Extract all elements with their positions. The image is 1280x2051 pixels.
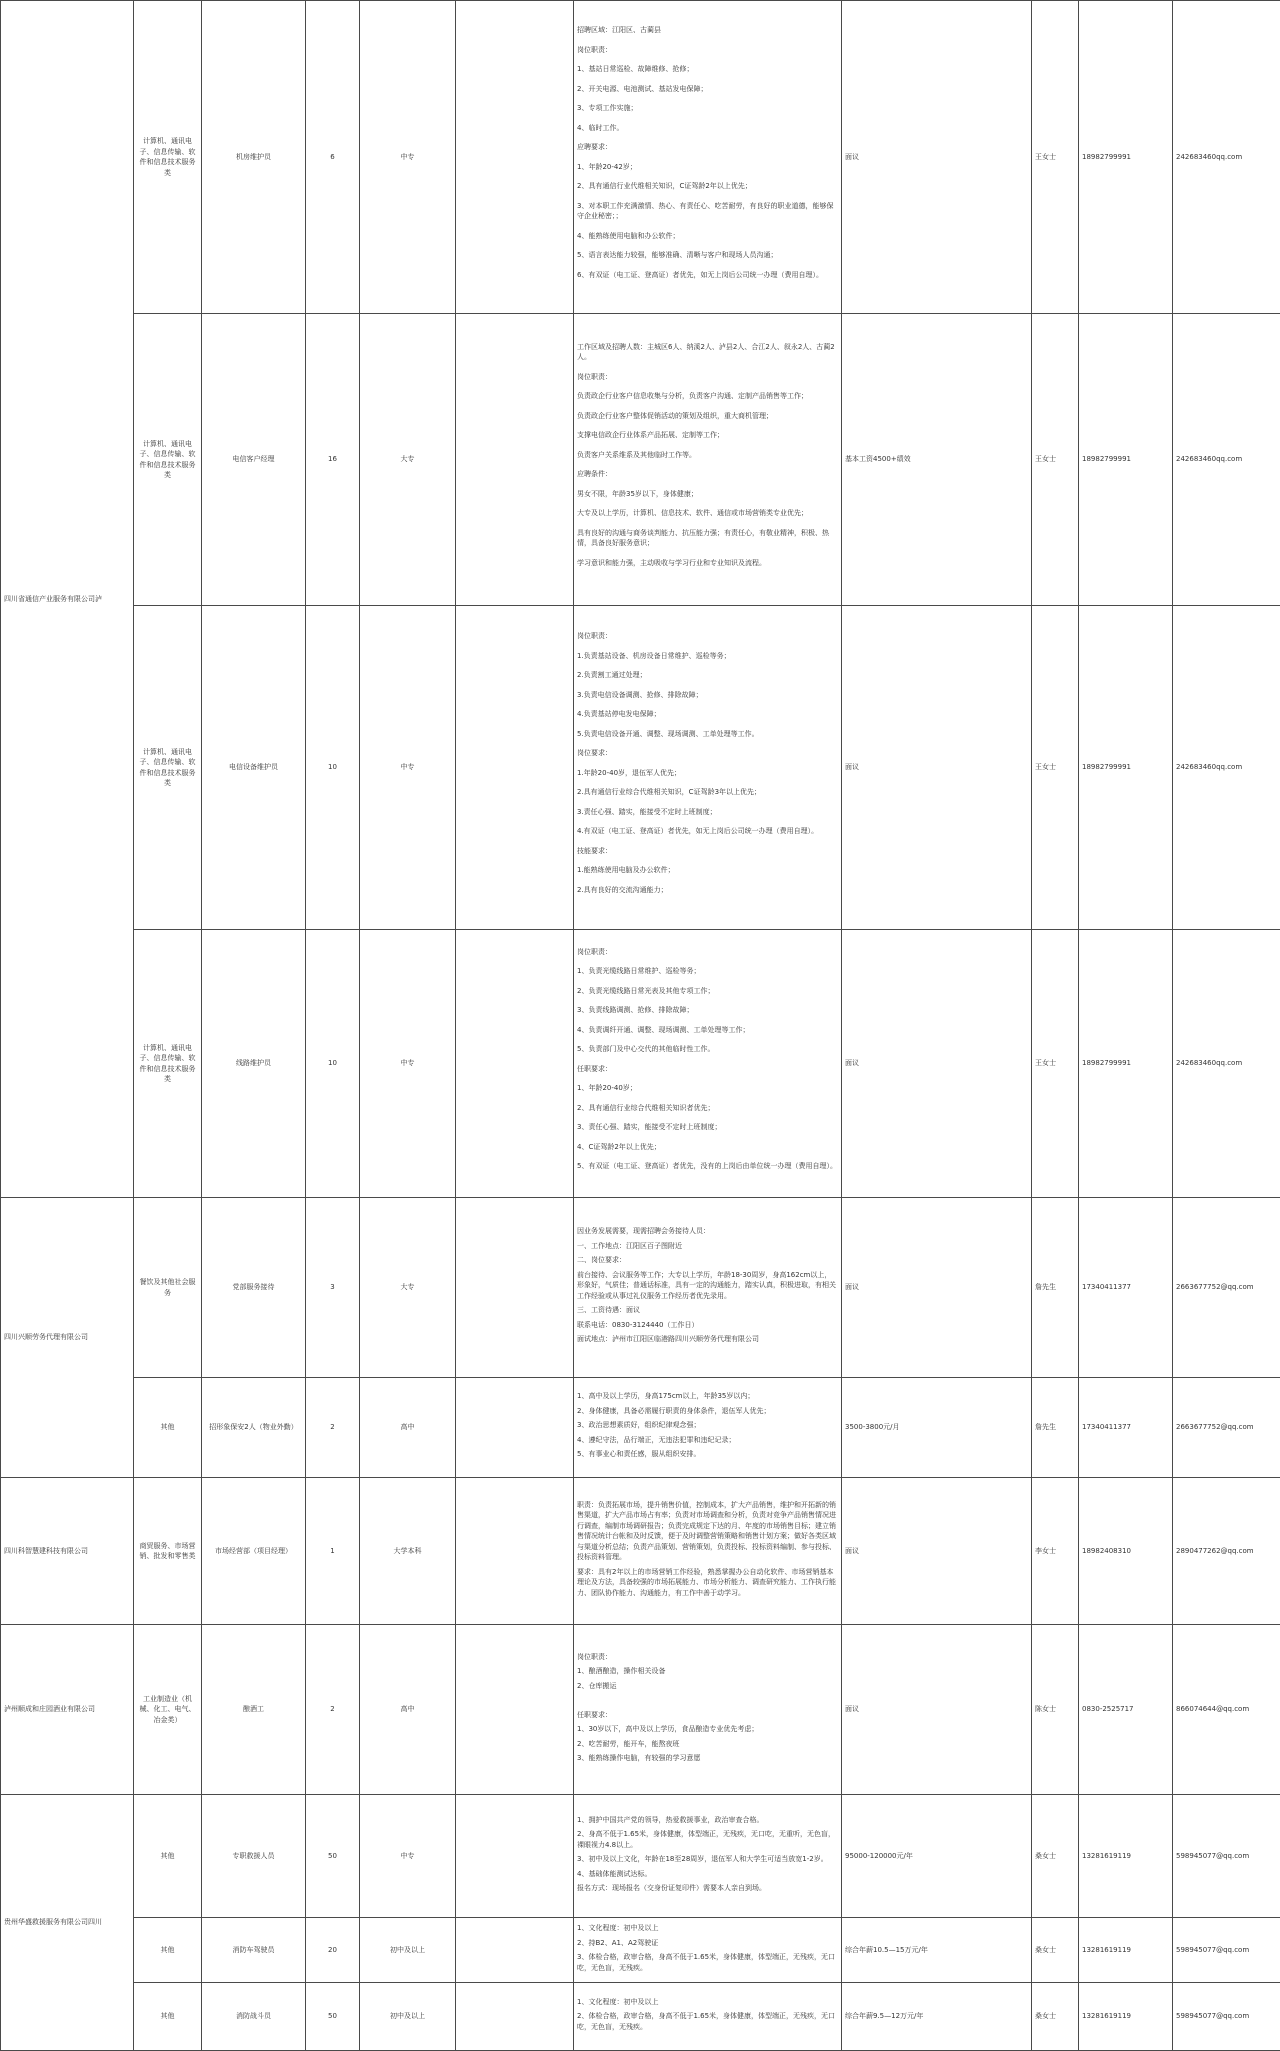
description-line: 支撑电信政企行业体系产品拓展、定制等工作； xyxy=(577,430,838,441)
hiring-count: 20 xyxy=(306,1918,360,1983)
education-requirement: 中专 xyxy=(360,1,456,314)
salary: 综合年薪10.5—15万元/年 xyxy=(842,1918,1032,1983)
contact-email: 2663677752@qq.com xyxy=(1173,1378,1280,1478)
job-description xyxy=(574,1918,842,1983)
industry-category: 其他 xyxy=(134,1795,202,1918)
description-line: 5、有事业心和责任感，服从组织安排。 xyxy=(577,1449,838,1460)
industry-category: 计算机、通讯电子、信息传输、软件和信息技术服务类 xyxy=(134,314,202,606)
education-requirement: 初中及以上 xyxy=(360,1983,456,2051)
job-description xyxy=(574,314,842,606)
contact-email: 242683460qq.com xyxy=(1173,1,1280,314)
contact-phone: 13281619119 xyxy=(1079,1795,1173,1918)
industry-category: 其他 xyxy=(134,1918,202,1983)
description-line: 5、有双证（电工证、登高证）者优先，没有的上岗后由单位统一办理（费用自理）。 xyxy=(577,1161,838,1172)
contact-phone: 18982799991 xyxy=(1079,606,1173,930)
description-line: 二、岗位要求： xyxy=(577,1255,838,1266)
table-row xyxy=(1,1478,1280,1625)
industry-category: 商贸服务、市场营销、批发和零售类 xyxy=(134,1478,202,1625)
description-line: 1.年龄20-40岁，退伍军人优先； xyxy=(577,768,838,779)
table-row xyxy=(1,1918,1280,1983)
contact-phone: 18982799991 xyxy=(1079,314,1173,606)
blank-cell xyxy=(456,606,574,930)
salary: 面议 xyxy=(842,1625,1032,1795)
description-line: 负责政企行业客户整体促销活动的策划及组织，重大商机管理； xyxy=(577,411,838,422)
description-line: 2.负责割工通过处理； xyxy=(577,670,838,681)
contact-phone: 17340411377 xyxy=(1079,1198,1173,1378)
description-line: 2.具有良好的交流沟通能力； xyxy=(577,885,838,896)
blank-cell xyxy=(456,1378,574,1478)
description-line: 负责政企行业客户信息收集与分析，负责客户沟通、定制产品销售等工作； xyxy=(577,391,838,402)
description-line: 应聘要求： xyxy=(577,142,838,153)
table-body xyxy=(1,1,1280,2051)
salary: 面议 xyxy=(842,1,1032,314)
job-description xyxy=(574,1983,842,2051)
job-description xyxy=(574,1,842,314)
description-line: 任职要求： xyxy=(577,1710,838,1721)
company-name: 贵州华盛救援服务有限公司四川 xyxy=(1,1795,134,2051)
description-line: 职责：负责拓展市场，提升销售价值，控制成本，扩大产品销售，维护和开拓新的销售渠道，扩大产品市场占有率；负责对市场调查和分析，负责对竞争产品销售情况进行调查，编制市场调研报告；负责完成规定下达的月、年度的市场销售目标；建立销售情况统计台帐和及时反馈，便于及时调整营销策略和销售计划方案；做好各类区域与渠道分析总结；负责产品策划、营销策划，负责投标、投标资料编制、参与投标、投标资料管理。 xyxy=(577,1500,838,1563)
contact-phone: 13281619119 xyxy=(1079,1918,1173,1983)
description-line: 3、体检合格，政审合格，身高不低于1.65米，身体健康，体型端正，无残疾，无口吃，无色盲，无残疾。 xyxy=(577,1952,838,1973)
description-line: 因业务发展需要，现需招聘会务接待人员： xyxy=(577,1226,838,1237)
description-line: 2、具有通信行业综合代维相关知识者优先； xyxy=(577,1103,838,1114)
education-requirement: 初中及以上 xyxy=(360,1918,456,1983)
education-requirement: 大专 xyxy=(360,314,456,606)
job-description xyxy=(574,1795,842,1918)
description-line: 4.负责基站停电发电保障； xyxy=(577,709,838,720)
position-title: 消防战斗员 xyxy=(202,1983,306,2051)
description-line: 3、责任心强、踏实，能接受不定时上班制度； xyxy=(577,1122,838,1133)
description-line: 负责客户关系维系及其他临时工作等。 xyxy=(577,450,838,461)
description-line: 3、能熟练操作电脑，有较强的学习意愿 xyxy=(577,1753,838,1764)
education-requirement: 大学本科 xyxy=(360,1478,456,1625)
description-line: 1、文化程度：初中及以上 xyxy=(577,1997,838,2008)
description-line: 3、对本职工作充满激情、热心、有责任心、吃苦耐劳，有良好的职业道德，能够保守企业秘密；； xyxy=(577,201,838,222)
hiring-count: 2 xyxy=(306,1378,360,1478)
contact-person: 桑女士 xyxy=(1032,1795,1079,1918)
industry-category: 计算机、通讯电子、信息传输、软件和信息技术服务类 xyxy=(134,1,202,314)
description-line: 3、初中及以上文化，年龄在18至28周岁，退伍军人和大学生可适当放宽1-2岁。 xyxy=(577,1854,838,1865)
description-line: 一、工作地点：江阳区百子图附近 xyxy=(577,1241,838,1252)
description-line: 1、基站日常巡检、故障维修、抢修； xyxy=(577,64,838,75)
blank-cell xyxy=(456,314,574,606)
hiring-count: 50 xyxy=(306,1983,360,2051)
hiring-count: 10 xyxy=(306,606,360,930)
education-requirement: 高中 xyxy=(360,1625,456,1795)
contact-email: 598945077@qq.com xyxy=(1173,1918,1280,1983)
industry-category: 计算机、通讯电子、信息传输、软件和信息技术服务类 xyxy=(134,930,202,1198)
description-line: 5、语言表达能力较强，能够准确、清晰与客户和现场人员沟通； xyxy=(577,250,838,261)
industry-category: 工业制造业（机械、化工、电气、冶金类） xyxy=(134,1625,202,1795)
contact-phone: 18982799991 xyxy=(1079,1,1173,314)
description-line: 岗位职责： xyxy=(577,1652,838,1663)
description-line: 1、年龄20-42岁； xyxy=(577,162,838,173)
description-line: 具有良好的沟通与商务谈判能力、抗压能力强；有责任心，有敬业精神，积极、热情，具备良好服务意识； xyxy=(577,528,838,549)
description-line: 4、能熟练使用电脑和办公软件； xyxy=(577,231,838,242)
contact-person: 詹先生 xyxy=(1032,1378,1079,1478)
contact-phone: 13281619119 xyxy=(1079,1983,1173,2051)
position-title: 线路维护员 xyxy=(202,930,306,1198)
table-row xyxy=(1,1,1280,314)
description-line xyxy=(577,1695,838,1706)
hiring-count: 1 xyxy=(306,1478,360,1625)
contact-email: 2663677752@qq.com xyxy=(1173,1198,1280,1378)
description-line: 要求：具有2年以上的市场营销工作经验，熟悉掌握办公自动化软件、市场营销基本理论及方法，具备较强的市场拓展能力、市场分析能力、调查研究能力、工作执行能力、团队协作能力、沟通能力，有工作中善于动学习。 xyxy=(577,1567,838,1599)
education-requirement: 大专 xyxy=(360,1198,456,1378)
description-line: 2、具有通信行业代维相关知识，C证驾龄2年以上优先； xyxy=(577,181,838,192)
description-line: 岗位职责： xyxy=(577,45,838,56)
salary: 面议 xyxy=(842,606,1032,930)
job-description xyxy=(574,1378,842,1478)
contact-phone: 0830-2525717 xyxy=(1079,1625,1173,1795)
blank-cell xyxy=(456,930,574,1198)
hiring-count: 10 xyxy=(306,930,360,1198)
company-name: 四川兴顺劳务代理有限公司 xyxy=(1,1198,134,1478)
description-line: 3.责任心强、踏实，能接受不定时上班制度； xyxy=(577,807,838,818)
hiring-count: 16 xyxy=(306,314,360,606)
description-line: 1、酿酒酿造，操作相关设备 xyxy=(577,1666,838,1677)
table-row xyxy=(1,1378,1280,1478)
description-line: 联系电话：0830-3124440（工作日） xyxy=(577,1320,838,1331)
description-line: 岗位职责： xyxy=(577,372,838,383)
industry-category: 其他 xyxy=(134,1983,202,2051)
description-line: 1.负责基站设备、机房设备日常维护、巡检等务； xyxy=(577,651,838,662)
job-description xyxy=(574,606,842,930)
description-line: 前台接待、会议服务等工作；大专以上学历，年龄18-30周岁，身高162cm以上，形象好，气质佳；普通话标准，具有一定的沟通能力，踏实认真，积极进取，有相关工作经验或从事过礼仪服务工作经历者优先录用。 xyxy=(577,1270,838,1302)
salary: 95000-120000元/年 xyxy=(842,1795,1032,1918)
description-line: 岗位职责： xyxy=(577,631,838,642)
contact-person: 王女士 xyxy=(1032,314,1079,606)
contact-person: 詹先生 xyxy=(1032,1198,1079,1378)
contact-phone: 18982408310 xyxy=(1079,1478,1173,1625)
contact-person: 陈女士 xyxy=(1032,1625,1079,1795)
position-title: 电信客户经理 xyxy=(202,314,306,606)
blank-cell xyxy=(456,1198,574,1378)
description-line: 1、30岁以下，高中及以上学历，食品酿造专业优先考虑； xyxy=(577,1724,838,1735)
table-row xyxy=(1,1795,1280,1918)
table-row xyxy=(1,314,1280,606)
hiring-count: 3 xyxy=(306,1198,360,1378)
contact-email: 2890477262@qq.com xyxy=(1173,1478,1280,1625)
hiring-count: 6 xyxy=(306,1,360,314)
description-line: 岗位要求： xyxy=(577,748,838,759)
position-title: 消防车驾驶员 xyxy=(202,1918,306,1983)
description-line: 3.负责电信设备调测、抢修、排除故障； xyxy=(577,690,838,701)
company-name: 四川省通信产业服务有限公司泸 xyxy=(1,1,134,1198)
contact-person: 李女士 xyxy=(1032,1478,1079,1625)
description-line: 男女不限，年龄35岁以下，身体健康； xyxy=(577,489,838,500)
description-line: 4、基础体能测试达标。 xyxy=(577,1869,838,1880)
salary: 3500-3800元/月 xyxy=(842,1378,1032,1478)
industry-category: 计算机、通讯电子、信息传输、软件和信息技术服务类 xyxy=(134,606,202,930)
contact-email: 242683460qq.com xyxy=(1173,930,1280,1198)
description-line: 1、年龄20-40岁； xyxy=(577,1083,838,1094)
description-line: 2、仓库搬运 xyxy=(577,1681,838,1692)
contact-email: 866074644@qq.com xyxy=(1173,1625,1280,1795)
description-line: 5、负责部门及中心交代的其他临时性工作。 xyxy=(577,1044,838,1055)
contact-phone: 18982799991 xyxy=(1079,930,1173,1198)
description-line: 三、工资待遇：面议 xyxy=(577,1305,838,1316)
industry-category: 其他 xyxy=(134,1378,202,1478)
contact-email: 598945077@qq.com xyxy=(1173,1983,1280,2051)
contact-person: 王女士 xyxy=(1032,930,1079,1198)
salary: 面议 xyxy=(842,1478,1032,1625)
description-line: 大专及以上学历，计算机、信息技术、软件、通信或市场营销类专业优先； xyxy=(577,508,838,519)
description-line: 任职要求： xyxy=(577,1064,838,1075)
job-description xyxy=(574,1198,842,1378)
education-requirement: 高中 xyxy=(360,1378,456,1478)
education-requirement: 中专 xyxy=(360,930,456,1198)
description-line: 2、吃苦耐劳，能开车，能熬夜班 xyxy=(577,1739,838,1750)
table-row xyxy=(1,1625,1280,1795)
job-description xyxy=(574,1478,842,1625)
description-line: 报名方式：现场报名（交身份证复印件）需要本人亲自到场。 xyxy=(577,1883,838,1894)
table-row xyxy=(1,1983,1280,2051)
position-title: 机房维护员 xyxy=(202,1,306,314)
description-line: 工作区域及招聘人数：主城区6人、纳溪2人、泸县2人、合江2人、叙永2人、古蔺2人。 xyxy=(577,342,838,363)
table-row xyxy=(1,606,1280,930)
job-description xyxy=(574,930,842,1198)
contact-phone: 17340411377 xyxy=(1079,1378,1173,1478)
position-title: 党部服务接待 xyxy=(202,1198,306,1378)
contact-person: 王女士 xyxy=(1032,1,1079,314)
blank-cell xyxy=(456,1983,574,2051)
position-title: 招形象保安2人（物业外勤） xyxy=(202,1378,306,1478)
blank-cell xyxy=(456,1795,574,1918)
position-title: 电信设备维护员 xyxy=(202,606,306,930)
industry-category: 餐饮及其他社会服务 xyxy=(134,1198,202,1378)
description-line: 招聘区域：江阳区、古蔺县 xyxy=(577,25,838,36)
description-line: 4、临时工作。 xyxy=(577,123,838,134)
description-line: 6、有双证（电工证、登高证）者优先，如无上岗后公司统一办理（费用自理）。 xyxy=(577,270,838,281)
contact-person: 王女士 xyxy=(1032,606,1079,930)
description-line: 2、身高不低于1.65米，身体健康，体型端正，无残疾，无口吃，无重听，无色盲，裸眼视力4.8以上。 xyxy=(577,1829,838,1850)
salary: 基本工资4500+绩效 xyxy=(842,314,1032,606)
contact-email: 242683460qq.com xyxy=(1173,314,1280,606)
description-line: 技能要求： xyxy=(577,846,838,857)
salary: 综合年薪9.5—12万元/年 xyxy=(842,1983,1032,2051)
job-description xyxy=(574,1625,842,1795)
description-line: 面试地点：泸州市江阳区临港路四川兴顺劳务代理有限公司 xyxy=(577,1334,838,1345)
position-title: 市场经营部（项目经理） xyxy=(202,1478,306,1625)
description-line: 1、文化程度：初中及以上 xyxy=(577,1923,838,1934)
description-line: 4、遵纪守法，品行端正，无违法犯罪和违纪记录； xyxy=(577,1435,838,1446)
description-line: 1、拥护中国共产党的领导，热爱救援事业，政治审查合格。 xyxy=(577,1815,838,1826)
description-line: 应聘条件： xyxy=(577,469,838,480)
description-line: 5.负责电信设备开通、调整、现场调测、工单处理等工作。 xyxy=(577,729,838,740)
description-line: 3、专项工作实施； xyxy=(577,103,838,114)
education-requirement: 中专 xyxy=(360,1795,456,1918)
contact-person: 桑女士 xyxy=(1032,1918,1079,1983)
blank-cell xyxy=(456,1918,574,1983)
hiring-count: 2 xyxy=(306,1625,360,1795)
position-title: 酿酒工 xyxy=(202,1625,306,1795)
description-line: 岗位职责： xyxy=(577,947,838,958)
education-requirement: 中专 xyxy=(360,606,456,930)
description-line: 4、C证驾龄2年以上优先； xyxy=(577,1142,838,1153)
description-line: 1、高中及以上学历，身高175cm以上，年龄35岁以内； xyxy=(577,1391,838,1402)
description-line: 2、体检合格，政审合格，身高不低于1.65米，身体健康，体型端正，无残疾，无口吃，无色盲，无残疾。 xyxy=(577,2011,838,2032)
company-name: 四川科智慧建科技有限公司 xyxy=(1,1478,134,1625)
description-line: 3、负责线路调测、抢修、排除故障； xyxy=(577,1005,838,1016)
salary: 面议 xyxy=(842,930,1032,1198)
blank-cell xyxy=(456,1625,574,1795)
salary: 面议 xyxy=(842,1198,1032,1378)
blank-cell xyxy=(456,1478,574,1625)
description-line: 2、负责光缆线路日常光表及其他专项工作； xyxy=(577,986,838,997)
description-line: 1、负责光缆线路日常维护、巡检等务； xyxy=(577,966,838,977)
description-line: 4.有双证（电工证、登高证）者优先，如无上岗后公司统一办理（费用自理）。 xyxy=(577,826,838,837)
description-line: 2、开关电源、电池测试、基站发电保障； xyxy=(577,84,838,95)
position-title: 专职救援人员 xyxy=(202,1795,306,1918)
contact-email: 242683460qq.com xyxy=(1173,606,1280,930)
description-line: 2、持B2、A1、A2驾驶证 xyxy=(577,1938,838,1949)
description-line: 学习意识和能力强，主动吸收与学习行业和专业知识及流程。 xyxy=(577,558,838,569)
description-line: 4、负责调纤开通、调整、现场调测、工单处理等工作； xyxy=(577,1025,838,1036)
description-line: 1.能熟练使用电脑及办公软件； xyxy=(577,865,838,876)
description-line: 2、身体健康，具备必需履行职责的身体条件，退伍军人优先； xyxy=(577,1406,838,1417)
contact-email: 598945077@qq.com xyxy=(1173,1795,1280,1918)
description-line: 2.具有通信行业综合代维相关知识，C证驾龄3年以上优先； xyxy=(577,787,838,798)
hiring-count: 50 xyxy=(306,1795,360,1918)
blank-cell xyxy=(456,1,574,314)
table-row xyxy=(1,1198,1280,1378)
contact-person: 桑女士 xyxy=(1032,1983,1079,2051)
company-name: 泸州顺成和庄园酒业有限公司 xyxy=(1,1625,134,1795)
description-line: 3、政治思想素质好，组织纪律观念强； xyxy=(577,1420,838,1431)
table-row xyxy=(1,930,1280,1198)
